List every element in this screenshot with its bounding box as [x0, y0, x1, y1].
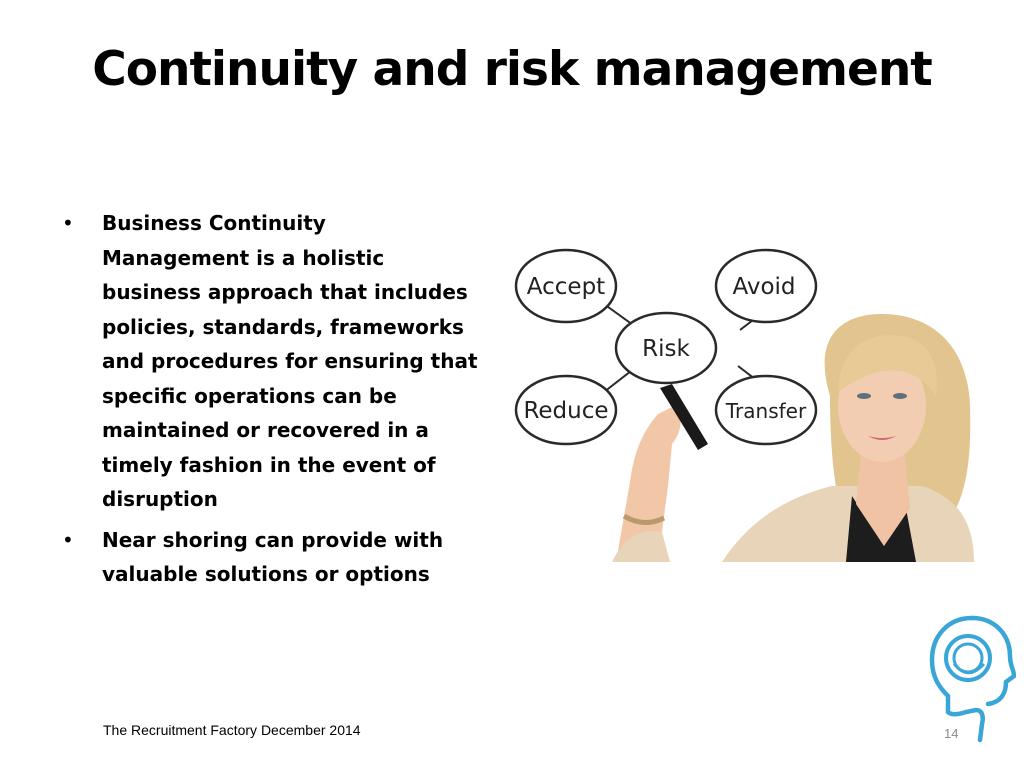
mind-map-label-risk: Risk	[642, 336, 690, 362]
mind-map-label-avoid: Avoid	[732, 274, 796, 300]
bullet-line: Management is a holistic	[102, 245, 385, 270]
bullet-line: business approach that includes	[102, 280, 468, 304]
bullet-dot: •	[62, 527, 74, 552]
head-profile-logo-icon	[926, 612, 1016, 744]
bullet-line: disruption	[102, 487, 218, 511]
bullet-line: Near shoring can provide with	[102, 527, 444, 552]
mind-map-label-accept: Accept	[526, 274, 606, 300]
bullet-line: valuable solutions or options	[102, 562, 430, 586]
footer-text: The Recruitment Factory December 2014	[103, 722, 361, 738]
bullet-item	[62, 206, 502, 517]
mind-map-label-transfer: Transfer	[725, 399, 807, 423]
slide-title: Continuity and risk management	[92, 42, 932, 97]
bullet-dot: •	[62, 211, 74, 235]
page-number: 14	[944, 726, 959, 741]
bullet-line: Business Continuity	[102, 211, 326, 235]
bullet-list	[62, 206, 502, 598]
risk-mind-map-photo	[512, 246, 974, 562]
bullet-line: policies, standards, frameworks	[102, 314, 464, 339]
bullet-line: timely fashion in the event of	[102, 452, 436, 477]
bullet-line: specific operations can be	[102, 383, 397, 408]
mind-map-label-reduce: Reduce	[523, 398, 609, 424]
bullet-line: and procedures for ensuring that	[102, 349, 478, 373]
bullet-line: maintained or recovered in a	[102, 418, 429, 442]
bullet-item	[62, 523, 502, 592]
